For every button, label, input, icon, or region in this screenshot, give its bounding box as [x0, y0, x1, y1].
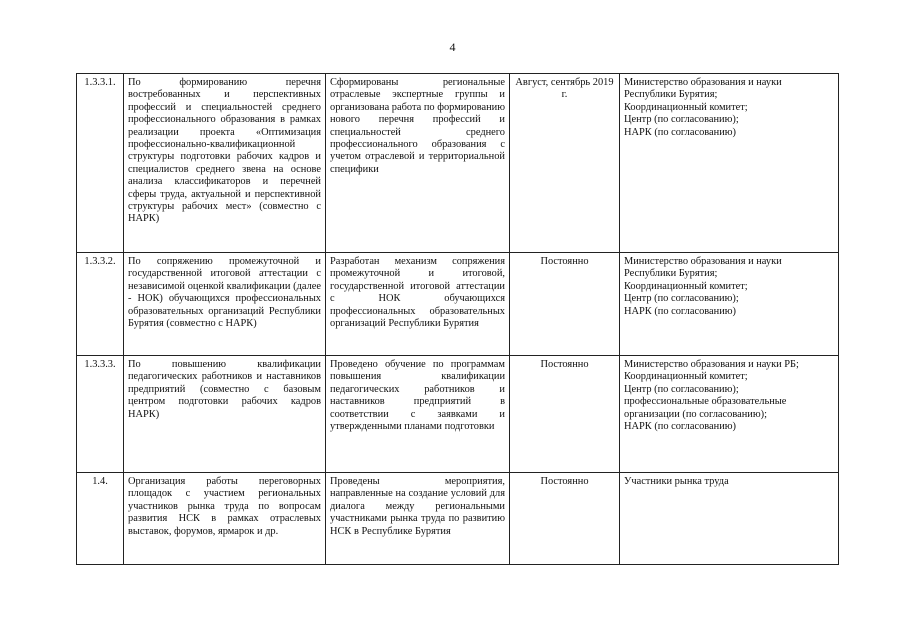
responsible-line: НАРК (по согласованию)	[624, 305, 736, 317]
responsible-cell	[620, 356, 839, 473]
responsible-line: НАРК (по согласованию)	[624, 421, 736, 433]
responsible-cell	[620, 253, 839, 356]
table-row	[77, 473, 839, 565]
responsible-line: Министерство образования и науки РБ;	[624, 359, 799, 370]
responsible-line: Участники рынка труда	[624, 476, 729, 487]
item-number: 1.3.3.1.	[77, 74, 124, 253]
item-number: 1.3.3.2.	[77, 253, 124, 356]
term-cell: Постоянно	[510, 253, 620, 356]
responsible-line: Координационный комитет;	[624, 101, 748, 113]
responsible-line: Координационный комитет;	[624, 371, 748, 383]
term-cell: Постоянно	[510, 356, 620, 473]
activity-cell: Организация работы переговорных площадок с участием региональных участников рынка труда по вопросам развития НСК в рамках отраслевых выставок, форумов, ярмарок и др.	[124, 473, 326, 565]
result-cell: Проведены мероприятия, направленные на создание условий для диалога между региональными участниками рынка труда по развитию НСК в Республике Бурятия	[326, 473, 510, 565]
term-cell: Август, сентябрь 2019 г.	[510, 74, 620, 253]
table-row	[77, 253, 839, 356]
responsible-line: Центр (по согласованию);	[624, 114, 739, 126]
item-number: 1.3.3.3.	[77, 356, 124, 473]
term-cell: Постоянно	[510, 473, 620, 565]
activity-cell: По формированию перечня востребованных и перспективных профессий и специальностей среднего профессионального образования в рамках реализации проекта «Оптимизация профессионально-квалификационной структуры подготовки рабочих кадров и специалистов среднего звена на основе анализа классификаторов и перечней сферы труда, актуальной и перспективной структуры рабочих мест» (совместно с НАРК)	[124, 74, 326, 253]
responsible-line: Координационный комитет;	[624, 280, 748, 292]
responsible-line: Центр (по согласованию);	[624, 293, 739, 305]
item-number: 1.4.	[77, 473, 124, 565]
table-row	[77, 74, 839, 253]
result-cell: Сформированы региональные отраслевые экспертные группы и организована работа по формированию нового перечня профессий и специальностей среднего профессионального образования с учетом отраслевой и территориальной специфики	[326, 74, 510, 253]
responsible-line: Министерство образования и науки Республики Бурятия;	[624, 256, 782, 280]
result-cell: Разработан механизм сопряжения промежуточной и итоговой, государственной итоговой аттестации с НОК обучающихся профессиональных образовательных организаций Республики Бурятия	[326, 253, 510, 356]
responsible-line: Центр (по согласованию);	[624, 383, 739, 395]
page-number: 4	[449, 40, 456, 54]
responsible-cell	[620, 473, 839, 565]
result-cell: Проведено обучение по программам повышения квалификации педагогических работников и наставников предприятий в соответствии с заявками и утвержденными планами подготовки	[326, 356, 510, 473]
activity-cell: По повышению квалификации педагогических работников и наставников предприятий (совместно с базовым центром подготовки рабочих кадров НАРК)	[124, 356, 326, 473]
action-plan-table	[76, 73, 839, 565]
responsible-line: НАРК (по согласованию)	[624, 126, 736, 138]
activity-cell: По сопряжению промежуточной и государственной итоговой аттестации с независимой оценкой квалификации (далее - НОК) обучающихся профессиональных образовательных организаций Республики Бурятия (совместно с НАРК)	[124, 253, 326, 356]
table-row	[77, 356, 839, 473]
responsible-line: профессиональные образовательные организации (по согласованию);	[624, 396, 787, 420]
responsible-cell	[620, 74, 839, 253]
responsible-line: Министерство образования и науки Республики Бурятия;	[624, 77, 782, 101]
